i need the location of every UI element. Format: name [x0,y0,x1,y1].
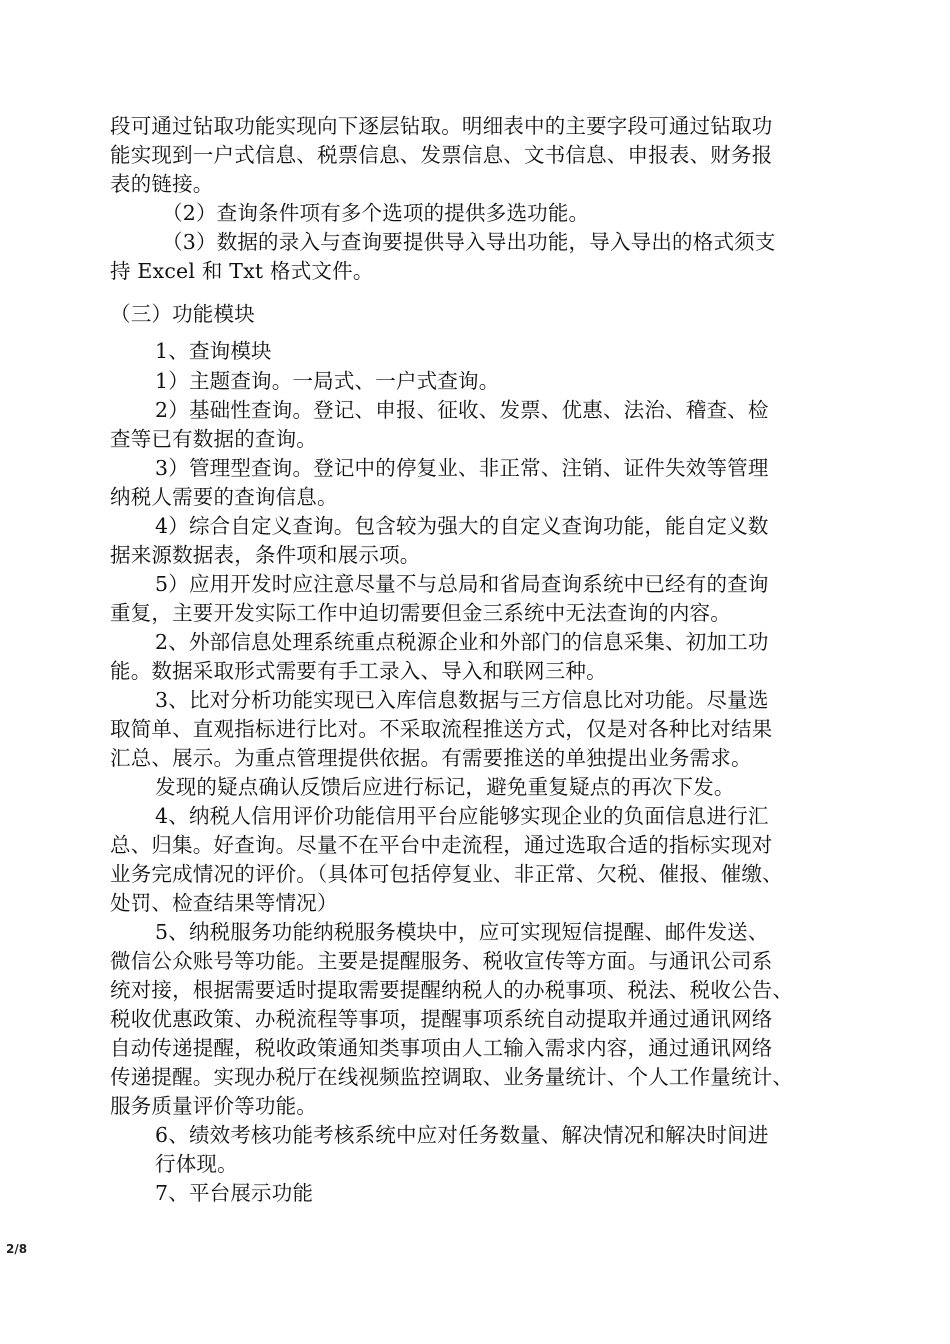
text-line: 统对接，根据需要适时提取需要提醒纳税人的办税事项、税法、税收公告、 [110,978,794,1002]
page-number: 2/8 [6,1242,28,1256]
text-line: 处罚、检查结果等情况） [110,891,338,915]
text-line: 传递提醒。实现办税厅在线视频监控调取、业务量统计、个人工作量统计、 [110,1065,794,1089]
text-line: 5、纳税服务功能纳税服务模块中，应可实现短信提醒、邮件发送、 [155,920,769,944]
text-line: 2）基础性查询。登记、申报、征收、发票、优惠、法治、稽查、检 [155,398,769,422]
text-line: 税收优惠政策、办税流程等事项，提醒事项系统自动提取并通过通讯网络 [110,1007,773,1031]
section-heading: （三）功能模块 [110,302,255,326]
text-line: 纳税人需要的查询信息。 [110,485,338,509]
text-line: 发现的疑点确认反馈后应进行标记，避免重复疑点的再次下发。 [155,775,735,799]
text-line: 表的链接。 [110,172,214,196]
text-line: 据来源数据表，条件项和展示项。 [110,543,421,567]
text-line: 6、绩效考核功能考核系统中应对任务数量、解决情况和解决时间进 [155,1123,769,1147]
text-line: 微信公众账号等功能。主要是提醒服务、税收宣传等方面。与通讯公司系 [110,949,773,973]
text-line: 2、外部信息处理系统重点税源企业和外部门的信息采集、初加工功 [155,630,769,654]
text-line: 3）管理型查询。登记中的停复业、非正常、注销、证件失效等管理 [155,456,769,480]
text-line: 持 Excel 和 Txt 格式文件。 [110,259,374,283]
text-line: 能实现到一户式信息、税票信息、发票信息、文书信息、申报表、财务报 [110,143,773,167]
text-line: 4、纳税人信用评价功能信用平台应能够实现企业的负面信息进行汇 [155,804,769,828]
text-line: 1、查询模块 [155,339,272,363]
text-line: 段可通过钻取功能实现向下逐层钻取。明细表中的主要字段可通过钻取功 [110,114,773,138]
text-line: 重复，主要开发实际工作中迫切需要但金三系统中无法查询的内容。 [110,601,731,625]
text-line: 查等已有数据的查询。 [110,427,317,451]
text-line: 取简单、直观指标进行比对。不采取流程推送方式，仅是对各种比对结果 [110,717,773,741]
text-line: 4）综合自定义查询。包含较为强大的自定义查询功能，能自定义数 [155,514,769,538]
text-line: 1）主题查询。一局式、一户式查询。 [155,369,500,393]
text-line: 总、归集。好查询。尽量不在平台中走流程，通过选取合适的指标实现对 [110,833,773,857]
text-line: 3、比对分析功能实现已入库信息数据与三方信息比对功能。尽量选 [155,688,769,712]
text-line: 服务质量评价等功能。 [110,1094,317,1118]
text-line: 行体现。 [155,1152,238,1176]
text-line: 7、平台展示功能 [155,1181,314,1205]
text-line: 汇总、展示。为重点管理提供依据。有需要推送的单独提出业务需求。 [110,746,752,770]
text-line: 自动传递提醒，税收政策通知类事项由人工输入需求内容，通过通讯网络 [110,1036,773,1060]
text-line: 5）应用开发时应注意尽量不与总局和省局查询系统中已经有的查询 [155,572,769,596]
text-line: 业务完成情况的评价。（具体可包括停复业、非正常、欠税、催报、催缴、 [110,862,783,886]
text-line: 能。数据采取形式需要有手工录入、导入和联网三种。 [110,659,607,683]
text-line: （3）数据的录入与查询要提供导入导出功能，导入导出的格式须支 [162,230,776,254]
text-line: （2）查询条件项有多个选项的提供多选功能。 [162,201,590,225]
